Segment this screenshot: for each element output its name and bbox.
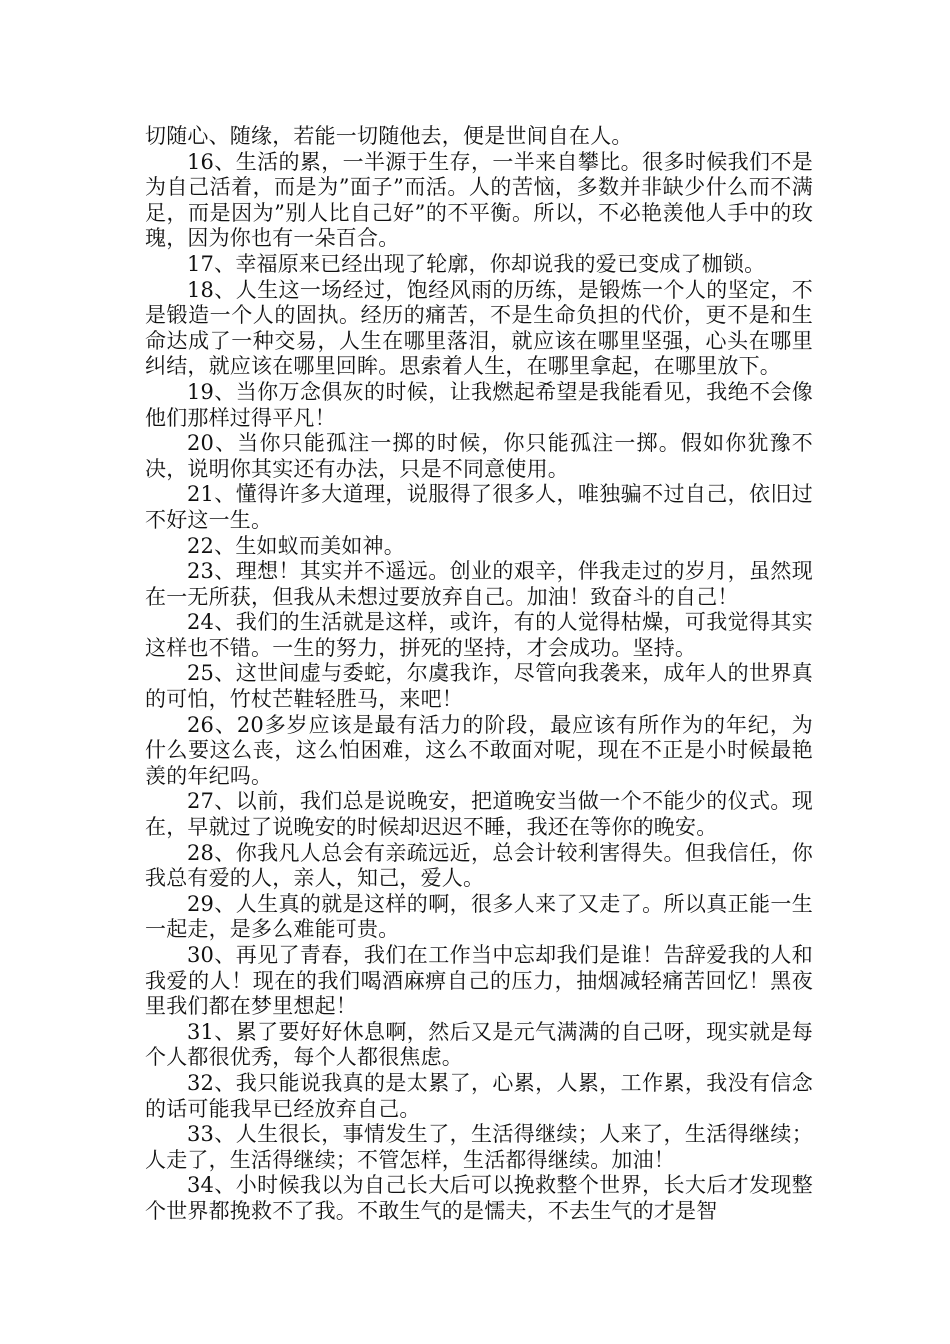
paragraph: 28、你我凡人总会有亲疏远近，总会计较利害得失。但我信任，你我总有爱的人，亲人，知己，爱人。 [145, 840, 813, 891]
paragraph: 16、生活的累，一半源于生存，一半来自攀比。很多时候我们不是为自己活着，而是为”面子”而活。人的苦恼，多数并非缺少什么而不满足，而是因为”别人比自己好”的不平衡。所以，不必艳羡他人手中的玫瑰，因为你也有一朵百合。 [145, 149, 813, 251]
document-body [145, 124, 813, 1225]
paragraph: 26、20多岁应该是最有活力的阶段，最应该有所作为的年纪，为什么要这么丧，这么怕困难，这么不敢面对呢，现在不正是小时候最艳羡的年纪吗。 [145, 712, 813, 788]
paragraph: 33、人生很长，事情发生了，生活得继续；人来了，生活得继续；人走了，生活得继续；不管怎样，生活都得继续。加油！ [145, 1122, 813, 1172]
paragraph: 32、我只能说我真的是太累了，心累，人累，工作累，我没有信念的话可能我早已经放弃自己。 [145, 1070, 813, 1121]
paragraph: 30、再见了青春，我们在工作当中忘却我们是谁！告辞爱我的人和我爱的人！现在的我们喝酒麻痹自己的压力，抽烟减轻痛苦回忆！黑夜里我们都在梦里想起！ [145, 943, 813, 1019]
paragraph: 18、人生这一场经过，饱经风雨的历练，是锻炼一个人的坚定，不是锻造一个人的固执。经历的痛苦，不是生命负担的代价，更不是和生命达成了一种交易，人生在哪里落泪，就应该在哪里坚强，心头在哪里纠结，就应该在哪里回眸。思索着人生，在哪里拿起，在哪里放下。 [145, 277, 813, 379]
paragraph: 23、理想！其实并不遥远。创业的艰辛，伴我走过的岁月，虽然现在一无所获，但我从未想过要放弃自己。加油！致奋斗的自己！ [145, 559, 813, 609]
paragraph: 24、我们的生活就是这样，或许，有的人觉得枯燥，可我觉得其实这样也不错。一生的努力，拼死的坚持，才会成功。坚持。 [145, 610, 813, 660]
paragraph: 切随心、随缘，若能一切随他去，便是世间自在人。 [145, 124, 633, 148]
paragraph: 29、人生真的就是这样的啊，很多人来了又走了。所以真正能一生一起走，是多么难能可贵。 [145, 891, 813, 942]
paragraph: 22、生如蚁而美如神。 [187, 533, 405, 558]
paragraph: 31、累了要好好休息啊，然后又是元气满满的自己呀，现实就是每个人都很优秀，每个人都很焦虑。 [145, 1019, 813, 1070]
paragraph: 17、幸福原来已经出现了轮廓，你却说我的爱已变成了枷锁。 [187, 251, 766, 276]
paragraph: 20、当你只能孤注一掷的时候，你只能孤注一掷。假如你犹豫不决，说明你其实还有办法，只是不同意使用。 [145, 431, 813, 481]
paragraph: 25、这世间虚与委蛇，尔虞我诈，尽管向我袭来，成年人的世界真的可怕，竹杖芒鞋轻胜马，来吧！ [145, 661, 813, 712]
paragraph: 21、懂得许多大道理，说服得了很多人，唯独骗不过自己，依旧过不好这一生。 [145, 482, 813, 532]
paragraph: 34、小时候我以为自己长大后可以挽救整个世界，长大后才发现整个世界都挽救不了我。不敢生气的是懦夫，不去生气的才是智 [145, 1173, 813, 1223]
paragraph: 19、当你万念俱灰的时候，让我燃起希望是我能看见，我绝不会像他们那样过得平凡！ [145, 379, 813, 430]
paragraph: 27、以前，我们总是说晚安，把道晚安当做一个不能少的仪式。现在，早就过了说晚安的时候却迟迟不睡，我还在等你的晚安。 [145, 789, 813, 840]
